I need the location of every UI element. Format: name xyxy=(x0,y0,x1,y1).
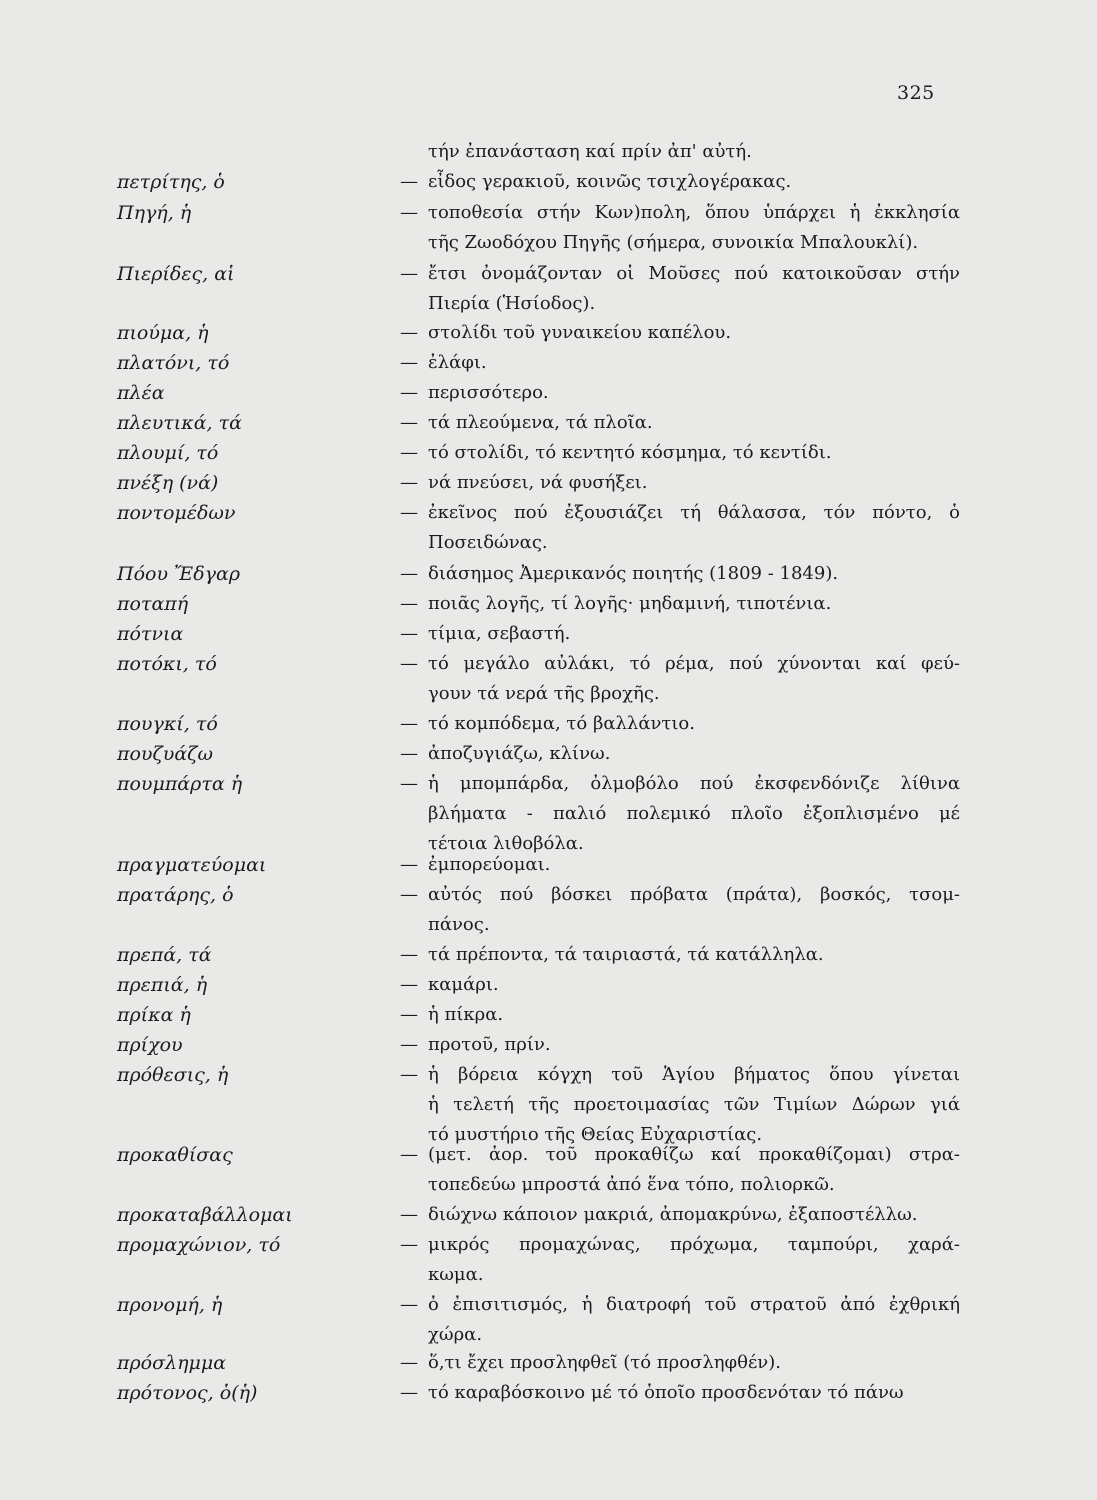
definition-line: τοποθεσία στήν Κων)πολη, ὅπου ὑπάρχει ἡ ἐκκλησία xyxy=(428,202,960,223)
entry-term: Πιερίδες, αἱ xyxy=(117,263,235,285)
entry-term: πρατάρης, ὁ xyxy=(117,884,234,906)
entry-definition xyxy=(428,468,960,498)
definition-line: κωμα. xyxy=(428,1264,484,1285)
entry-term: πραγματεύομαι xyxy=(117,854,267,876)
entry-dash: — xyxy=(400,944,418,965)
entry-dash: — xyxy=(400,202,418,223)
entry-term: προκαθίσας xyxy=(117,1144,233,1166)
definition-line: τό κομπόδεμα, τό βαλλάντιο. xyxy=(428,713,695,734)
entry-term: πρόθεσις, ἡ xyxy=(117,1064,229,1086)
entry-term: πρίκα ἡ xyxy=(117,1004,191,1026)
entry-dash: — xyxy=(400,854,418,875)
entry-term: πρίχου xyxy=(117,1034,183,1056)
entry-definition xyxy=(428,649,960,709)
entry-definition xyxy=(428,619,960,649)
entry-definition xyxy=(428,589,960,619)
entry-definition xyxy=(428,1060,960,1150)
definition-line: τέτοια λιθοβόλα. xyxy=(428,833,584,854)
definition-line: μικρός προμαχώνας, πρόχωμα, ταμπούρι, χαρά- xyxy=(428,1234,960,1255)
entry-definition xyxy=(428,880,960,940)
definition-line: διώχνω κάποιον μακριά, ἀπομακρύνω, ἐξαποστέλλω. xyxy=(428,1204,918,1225)
definition-line: τά πρέποντα, τά ταιριαστά, τά κατάλληλα. xyxy=(428,944,824,965)
entry-definition xyxy=(428,769,960,859)
definition-line: τῆς Ζωοδόχου Πηγῆς (σήμερα, συνοικία Μπαλουκλί). xyxy=(428,232,919,253)
definition-line: ποιᾶς λογῆς, τί λογῆς· μηδαμινή, τιποτένια. xyxy=(428,593,832,614)
definition-line: τό μυστήριο τῆς Θείας Εὐχαριστίας. xyxy=(428,1124,763,1145)
entry-definition xyxy=(428,1230,960,1290)
entry-dash: — xyxy=(400,1294,418,1315)
entry-definition xyxy=(428,348,960,378)
entry-definition xyxy=(428,559,960,589)
entry-dash: — xyxy=(400,623,418,644)
entry-dash: — xyxy=(400,1064,418,1085)
definition-line: γουν τά νερά τῆς βροχῆς. xyxy=(428,683,660,704)
definition-line: τό μεγάλο αὐλάκι, τό ρέμα, πού χύνονται καί φεύ- xyxy=(428,653,960,674)
entry-dash: — xyxy=(400,974,418,995)
entry-dash: — xyxy=(400,593,418,614)
entry-dash: — xyxy=(400,1234,418,1255)
definition-line: τά πλεούμενα, τά πλοῖα. xyxy=(428,412,653,433)
definition-line: ἡ τελετή τῆς προετοιμασίας τῶν Τιμίων Δώρων γιά xyxy=(428,1094,960,1115)
entry-definition xyxy=(428,1378,960,1408)
entry-dash: — xyxy=(400,653,418,674)
definition-line: ἡ πίκρα. xyxy=(428,1004,504,1025)
entry-term: πουγκί, τό xyxy=(117,713,218,735)
entry-definition xyxy=(428,408,960,438)
definition-line: ὁ ἐπισιτισμός, ἡ διατροφή τοῦ στρατοῦ ἀπό ἐχθρική xyxy=(428,1294,960,1315)
entry-dash: — xyxy=(400,1382,418,1403)
definition-line: ἐμπορεύομαι. xyxy=(428,854,551,875)
entry-definition xyxy=(428,438,960,468)
definition-line: καμάρι. xyxy=(428,974,499,995)
entry-term: προμαχώνιον, τό xyxy=(117,1234,281,1256)
entry-definition xyxy=(428,1290,960,1350)
entry-dash: — xyxy=(400,322,418,343)
entry-definition xyxy=(428,198,960,258)
entry-dash: — xyxy=(400,442,418,463)
entry-definition xyxy=(428,1140,960,1200)
definition-line: τό στολίδι, τό κεντητό κόσμημα, τό κεντίδι. xyxy=(428,442,832,463)
entry-definition xyxy=(428,1000,960,1030)
entry-dash: — xyxy=(400,773,418,794)
definition-line: ἡ βόρεια κόγχη τοῦ Ἁγίου βήματος ὅπου γίνεται xyxy=(428,1064,960,1085)
entry-dash: — xyxy=(400,743,418,764)
definition-line: ἡ μπομπάρδα, ὀλμοβόλο πού ἐκσφενδόνιζε λίθινα xyxy=(428,773,960,794)
definition-line: τοπεδεύω μπροστά ἀπό ἕνα τόπο, πολιορκῶ. xyxy=(428,1174,835,1195)
entry-term: πιούμα, ἡ xyxy=(117,322,209,344)
entry-definition xyxy=(428,318,960,348)
entry-definition xyxy=(428,1200,960,1230)
definition-line: ὅ,τι ἔχει προσληφθεῖ (τό προσληφθέν). xyxy=(428,1352,781,1373)
entry-definition xyxy=(428,1030,960,1060)
definition-line: (μετ. ἀορ. τοῦ προκαθίζω καί προκαθίζομαι) στρα- xyxy=(428,1144,960,1165)
entry-dash: — xyxy=(400,884,418,905)
entry-term: ποτόκι, τό xyxy=(117,653,217,675)
definition-line: διάσημος Ἀμερικανός ποιητής (1809 - 1849). xyxy=(428,563,839,584)
entry-term: πουζυάζω xyxy=(117,743,213,765)
entry-term: πρεπά, τά xyxy=(117,944,212,966)
entry-dash: — xyxy=(400,1204,418,1225)
entry-dash: — xyxy=(400,1352,418,1373)
definition-line: αὐτός πού βόσκει πρόβατα (πράτα), βοσκός, τσομ- xyxy=(428,884,960,905)
entry-term: πνέξη (νά) xyxy=(117,472,219,494)
entry-dash: — xyxy=(400,412,418,433)
definition-line: στολίδι τοῦ γυναικείου καπέλου. xyxy=(428,322,732,343)
entry-definition xyxy=(428,709,960,739)
entry-definition xyxy=(428,259,960,319)
entry-term: ποταπή xyxy=(117,593,189,615)
entry-term: πρόσλημμα xyxy=(117,1352,227,1374)
definition-line: ἐκεῖνος πού ἐξουσιάζει τή θάλασσα, τόν πόντο, ὁ xyxy=(428,502,960,523)
definition-line: Ποσειδώνας. xyxy=(428,532,548,553)
entry-definition xyxy=(428,970,960,1000)
definition-line: τό καραβόσκοινο μέ τό ὁποῖο προσδενόταν τό πάνω xyxy=(428,1382,904,1403)
entry-term: πλευτικά, τά xyxy=(117,412,242,434)
entry-dash: — xyxy=(400,1144,418,1165)
definition-line: βλήματα - παλιό πολεμικό πλοῖο ἐξοπλισμένο μέ xyxy=(428,803,960,824)
entry-dash: — xyxy=(400,1034,418,1055)
entry-term: πουμπάρτα ἡ xyxy=(117,773,243,795)
definition-line: εἶδος γερακιοῦ, κοινῶς τσιχλογέρακας. xyxy=(428,171,792,192)
definition-line: Πιερία (Ἡσίοδος). xyxy=(428,293,596,314)
entry-term: Πόου Ἔδγαρ xyxy=(117,563,240,585)
entry-definition xyxy=(428,850,960,880)
entry-dash: — xyxy=(400,1004,418,1025)
entry-definition xyxy=(428,498,960,558)
entry-dash: — xyxy=(400,382,418,403)
entry-term: πρότονος, ὁ(ἡ) xyxy=(117,1382,258,1404)
definition-line: ἀποζυγιάζω, κλίνω. xyxy=(428,743,611,764)
entry-term: πότνια xyxy=(117,623,184,645)
entry-term: προνομή, ἡ xyxy=(117,1294,223,1316)
entry-dash: — xyxy=(400,563,418,584)
entry-term: Πηγή, ἡ xyxy=(117,202,192,224)
definition-line: περισσότερο. xyxy=(428,382,549,403)
entry-dash: — xyxy=(400,171,418,192)
entry-dash: — xyxy=(400,502,418,523)
definition-line: νά πνεύσει, νά φυσήξει. xyxy=(428,472,648,493)
entry-dash: — xyxy=(400,263,418,284)
entry-term: πρεπιά, ἡ xyxy=(117,974,208,996)
entry-term: πλουμί, τό xyxy=(117,442,219,464)
entry-term: πετρίτης, ὁ xyxy=(117,171,225,193)
definition-line: τίμια, σεβαστή. xyxy=(428,623,571,644)
entry-dash: — xyxy=(400,352,418,373)
entry-dash: — xyxy=(400,472,418,493)
definition-line: ἐλάφι. xyxy=(428,352,487,373)
entry-term: προκαταβάλλομαι xyxy=(117,1204,293,1226)
entry-definition xyxy=(428,167,960,197)
entry-term: πλατόνι, τό xyxy=(117,352,230,374)
definition-line: ἔτσι ὀνομάζονταν οἱ Μοῦσες πού κατοικοῦσαν στήν xyxy=(428,263,960,284)
page-number: 325 xyxy=(897,82,935,104)
definition-line: χώρα. xyxy=(428,1324,483,1345)
entry-term: πλέα xyxy=(117,382,165,404)
entry-definition xyxy=(428,1348,960,1378)
entry-term: ποντομέδων xyxy=(117,502,236,524)
entry-definition xyxy=(428,378,960,408)
definition-line: πάνος. xyxy=(428,914,490,935)
entry-definition xyxy=(428,739,960,769)
entry-definition xyxy=(428,940,960,970)
continuation-line: τήν ἐπανάσταση καί πρίν ἀπ' αὐτή. xyxy=(428,141,752,162)
definition-line: προτοῦ, πρίν. xyxy=(428,1034,551,1055)
entry-dash: — xyxy=(400,713,418,734)
